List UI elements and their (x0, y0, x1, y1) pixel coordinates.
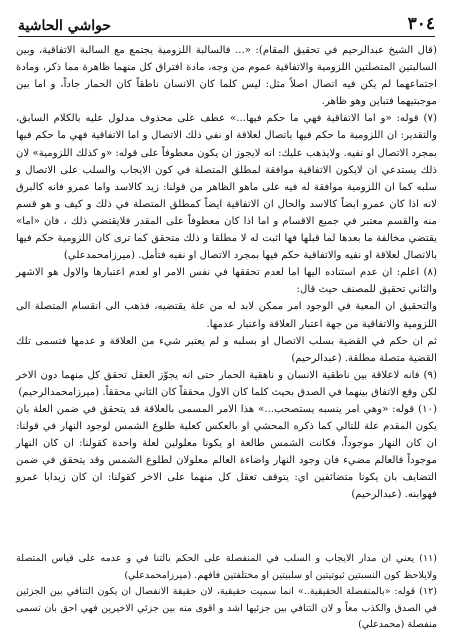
running-title: حواشي الحاشية (18, 18, 111, 34)
footnote: (١٢) قوله: «بالمنفصلة الحقيقية..» انما سميت حقيقية، لان حقيقة الانفصال ان يكون التنافي بين الجزئين في الصدق والكذب معاً و لان التنافي بين جزئيها اشد و اقوى منه بين جزئي الاخيرين فهي احق بان تسمى منفصلة (محمدعلي) (16, 586, 437, 631)
footnote: (١١) يعني ان مدار الايجاب و السلب في المنفصلة على الحكم بالتنا في و عدمه على قياس المتصلة ولايلاحظ كون النسبتين ثبوتيتين او سلبيتين او مختلفتين فافهم. (ميرزامحمدعلي) (16, 553, 437, 581)
paragraph: ثم ان حكم في القضية بسلب الاتصال او بسلبه و لم يعتبر شيء من العلاقة و عدمها فتسمى تلك القضية متصلة مطلقة. (عبدالرحيم) (16, 335, 437, 364)
page-header (18, 15, 435, 37)
main-text (16, 42, 437, 504)
paragraph: (٩) فانه لاعلاقة بين ناطقية الانسان و ناهقية الحمار حتى انه يجوّز العقل تحقق كل منهما دون الاخر لكن وقع الاتفاق بينهما في الصدق بحيث كلما كان الاول محققاً كان الثاني محققاً. (ميرزامحمدالرحيم) (16, 369, 437, 398)
paragraph: (قال الشيخ عبدالرحيم في تحقيق المقام): «... فالسالبة اللزومية يجتمع مع السالبة الاتفاقية، وبين السالبتين المتصلتين اللزومية والاتفاقية عموم من وجه، مادة افتراق كل منهما ظاهرة مما ذكر، ومادة اجتماعهما لم يكن فيه اتصال اصلاً مثل: ليس كلما كان الانسان ناطقاً كان الحمار جاداً، و اما بين موجبتيهما فتباين وهو ظاهر. (16, 45, 437, 108)
page-number: ٣٠٤ (407, 14, 435, 34)
paragraph: والتحقيق ان المعية في الوجود امر ممكن لابد له من علة يقتضيه، فذهب الى انقسام المتصلة الى اللزومية والاتفاقية من جهة اعتبار العلاقة واعتبار عدمها. (16, 301, 437, 330)
footnotes (16, 551, 437, 634)
paragraph: (٨) اعلم: ان عدم استناده اليها اما لعدم تحققها في نفس الامر او لعدم اعتبارها والاول هو الاشهر والثاني تحقيق للمصنف حيث قال: (16, 267, 437, 296)
paragraph: (١٠) قوله: «وهي امر ينسبه يستصحب...» هذا الامر المسمى بالعلاقة قد يتحقق في ضمن العلة بان يكون المقدم علة للتالي كما ذكره المحشي او بالعكس كعلية طلوع الشمس لوجود النهار في قولنا: ان كان النهار موجوداً، فكانت الشمس طالعة او يكونا معلولين لعلة واحدة كقولنا: ان كان النهار موجوداً فالعالم مضيء فان وجود النهار واضاءة العالم معلولان لطلوع الشمس وقد يتحقق في ضمن التضايف بان يكونا متضائفين اي: يتوقف تعقل كل منهما على الاخر كقولنا: ان كان زيدابا عمرو فهوابنه. (عبدالرحيم) (16, 403, 437, 501)
paragraph: (٧) قوله: «و اما الاتفاقية فهي ما حكم فيها...» عطف على محذوف مدلول عليه بالكلام السابق، والتقدير: ان اللزومية ما حكم فيها باتصال لعلاقة او نفي ذلك الاتصال و اما الاتفاقية فهي ما حكم فيها بمجرد الاتصال او نفيه. ولايذهب عليك: انه لايجوز ان يكون معطوفاً على قوله: «و كذلك اللزومية» لان ذلك يستدعي ان لايكون الاتفاقية موافقة لمطلق المتصلة في كون الايجاب والسلب على الاتصال و سلبه كما ان اللزومية موافقة له فيه على ماهو الظاهر من قولنا: زيد كالاسد واما عمرو فانه كالبرق لانه اذا كان عمرو ابضاً كالاسد والحال ان الاتفاقية ايضاً كمطلق المتصلة في ذلك و كيف و هو قسم منه والقسم معتبر في جميع الاقسام و اما اذا كان معطوفاً على المقدر فلايقتضي ذلك ، فان «اما» يقتضي مخالفة ما بعدها لما قبلها فها اثبت له لا مطلقا و ذلك متحقق كما ترى كان اللزومية حكم فيها بالاتصال لعلاقة او نفيه والاتفاقية حكم فيها بمجرد الاتصال او نفيه فتأمل. (ميرزامحمدعلي) (16, 113, 437, 262)
